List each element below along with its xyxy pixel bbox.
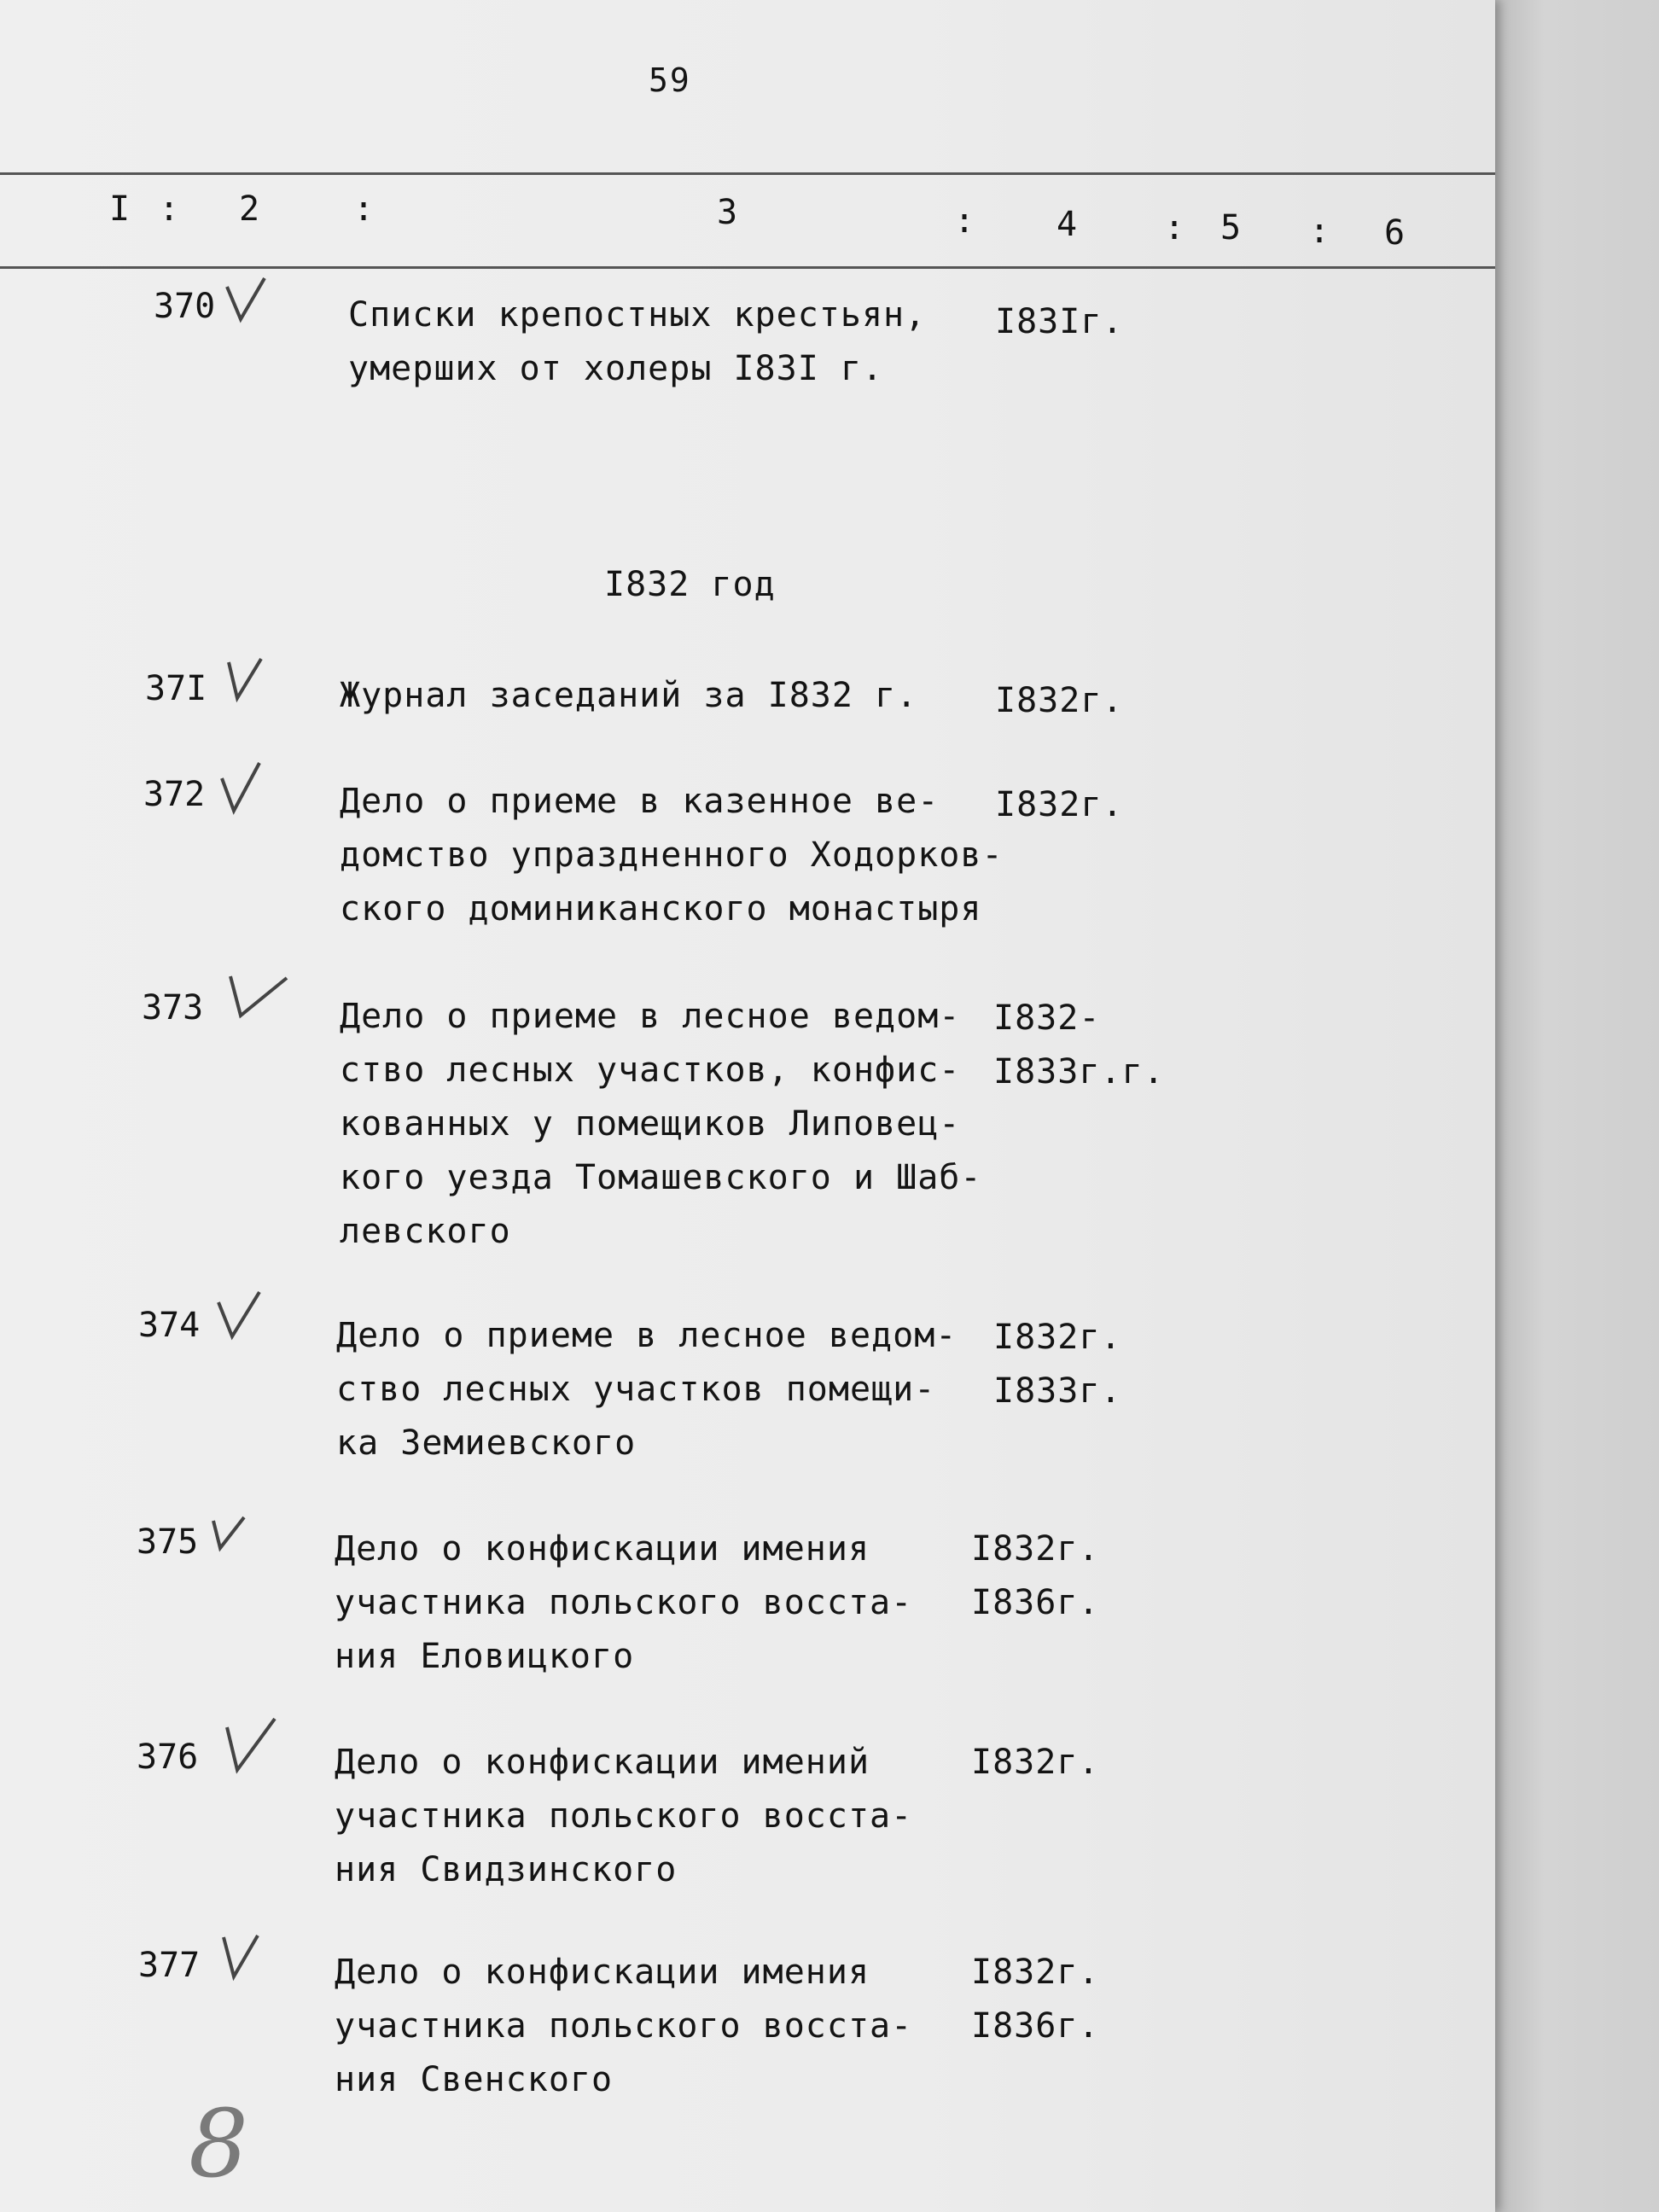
entry-description: Дело о конфискации имений участника польского восста- ния Свидзинского	[335, 1743, 913, 1889]
check-mark-icon	[218, 1930, 263, 1982]
entry-number: 373	[142, 988, 204, 1027]
check-mark-icon	[224, 654, 268, 705]
entry-description: Журнал заседаний за I832 г.	[340, 676, 918, 715]
check-mark-icon	[224, 275, 268, 326]
entry-number: 370	[154, 287, 216, 326]
check-mark-icon	[217, 760, 265, 816]
year-heading: I832 год	[604, 565, 776, 604]
handwritten-page-count	[183, 2091, 260, 2193]
entry-date: I832г.	[995, 681, 1124, 720]
column-header-3: 3	[717, 193, 738, 232]
entry-date: I832г.	[995, 785, 1124, 824]
column-header-2: 2	[239, 189, 260, 229]
entry-description: Дело о приеме в лесное ведом- ство лесных участков, конфис- кованных у помещиков Липовец- кого уезда Томашевского и Шаб- левского	[340, 997, 982, 1251]
column-separator: :	[954, 201, 975, 241]
check-mark-icon	[225, 969, 294, 1022]
entry-description: Дело о конфискации имения участника польского восста- ния Еловицкого	[335, 1529, 913, 1676]
entry-date: I832г. I836г.	[971, 1953, 1100, 2046]
svg-text:8: 8	[189, 2091, 248, 2193]
entry-description: Дело о приеме в казенное ве- домство упраздненного Ходорков- ского доминиканского монастыря	[340, 782, 1004, 928]
entry-date: I832- I833г.г.	[993, 998, 1165, 1091]
column-separator: :	[1164, 208, 1185, 247]
entry-number: 377	[138, 1946, 201, 1985]
entry-number: 376	[137, 1738, 199, 1777]
entry-number: 375	[137, 1522, 199, 1562]
column-header-4: 4	[1057, 205, 1078, 244]
entry-date: I832г. I833г.	[993, 1318, 1122, 1411]
entry-date: I83Iг.	[995, 302, 1124, 341]
entry-number: 37I	[145, 669, 207, 708]
entry-description: Списки крепостных крестьян, умерших от холеры I83I г.	[348, 295, 927, 388]
underlying-sheet	[1495, 0, 1659, 2212]
column-header-1: I	[109, 189, 131, 229]
entry-date: I832г.	[971, 1743, 1100, 1782]
column-separator: :	[353, 189, 375, 229]
table-header-bottom-rule	[0, 266, 1495, 269]
entry-description: Дело о приеме в лесное ведом- ство лесных участков помещи- ка Земиевского	[336, 1316, 958, 1463]
table-header-top-rule	[0, 172, 1495, 175]
column-header-5: 5	[1220, 208, 1242, 247]
entry-number: 372	[143, 775, 206, 814]
entry-number: 374	[138, 1306, 201, 1345]
column-separator: :	[1309, 212, 1330, 251]
page-number: 59	[649, 61, 691, 99]
column-separator: :	[159, 189, 180, 229]
entry-description: Дело о конфискации имения участника польского восста- ния Свенского	[335, 1953, 913, 2099]
entry-date: I832г. I836г.	[971, 1529, 1100, 1622]
column-header-6: 6	[1384, 213, 1406, 253]
check-mark-icon	[220, 1714, 282, 1777]
check-mark-icon	[213, 1287, 265, 1342]
check-mark-icon	[208, 1512, 251, 1553]
